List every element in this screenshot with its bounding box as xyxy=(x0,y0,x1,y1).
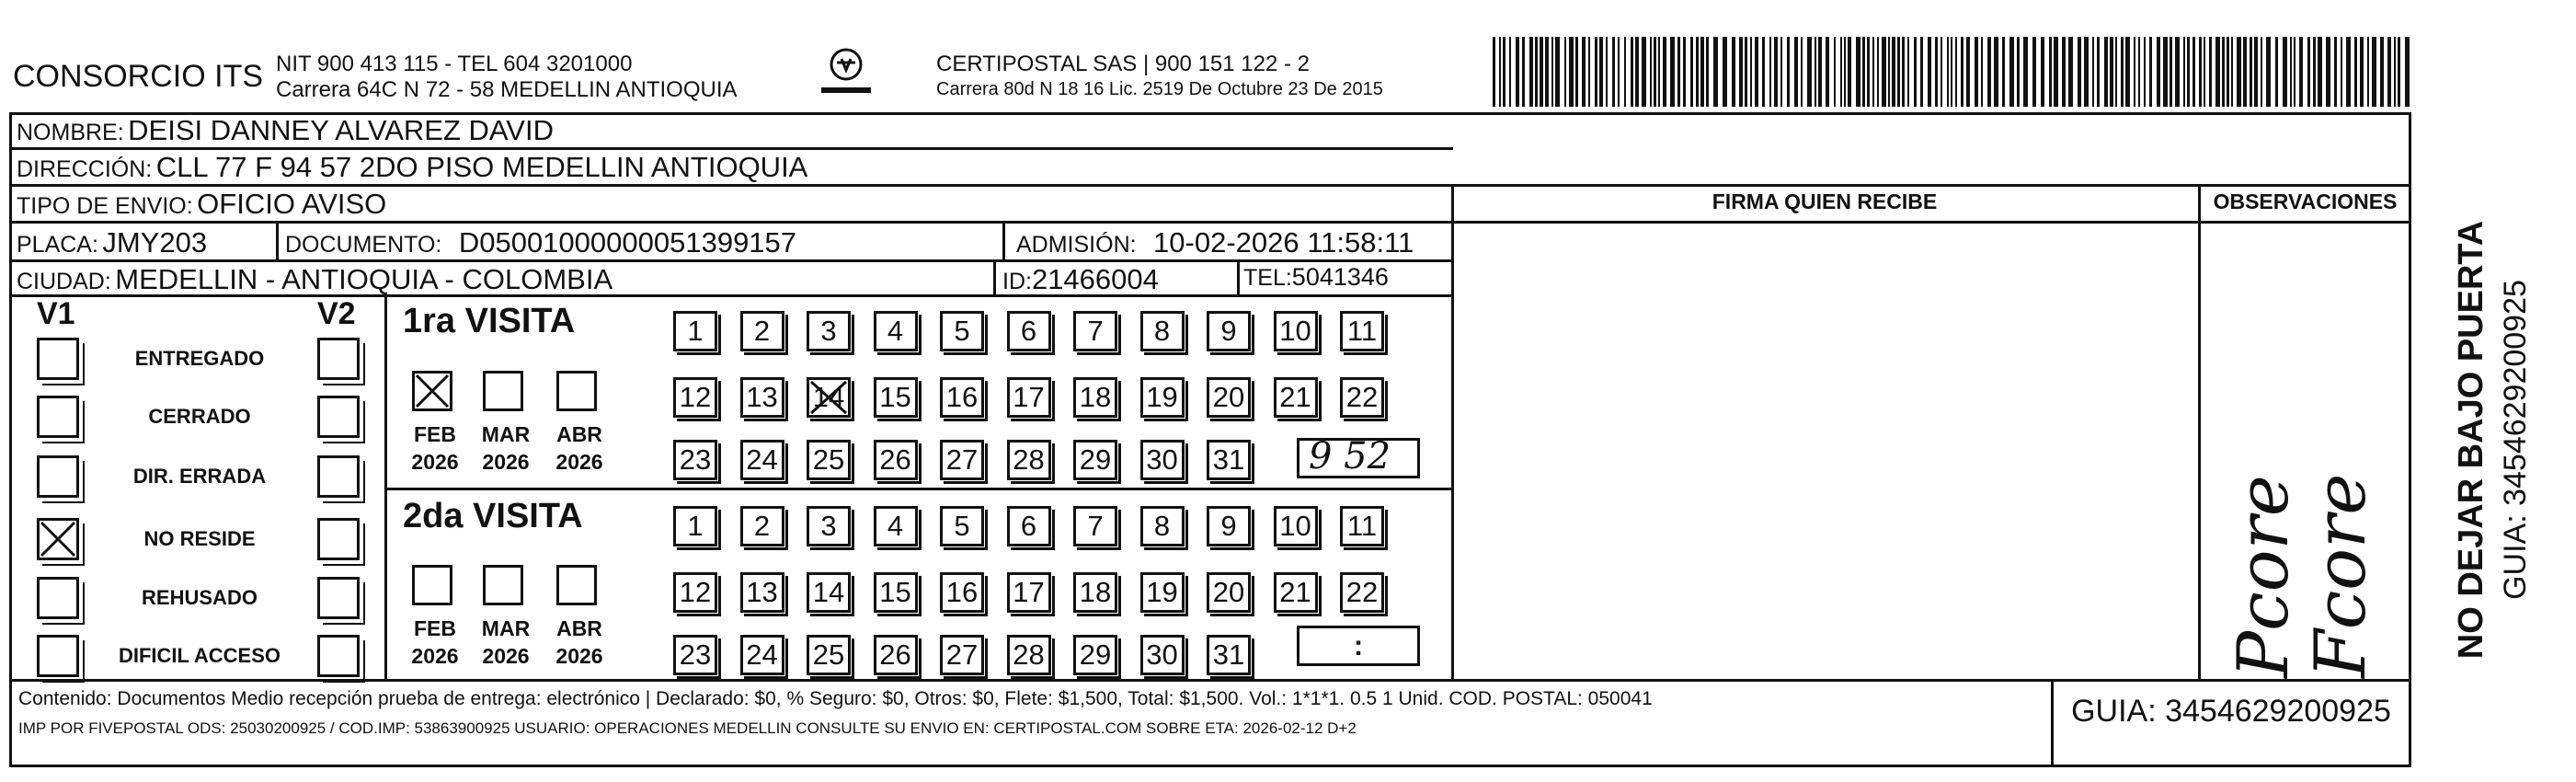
day-checkbox[interactable]: 12 xyxy=(673,572,717,613)
barcode-bar xyxy=(1606,37,1608,107)
day-checkbox[interactable]: 31 xyxy=(1207,635,1251,675)
month-label: ABR 2026 xyxy=(555,422,603,474)
barcode-bar xyxy=(1862,37,1865,107)
ciudad-row xyxy=(17,263,613,296)
barcode-bar xyxy=(1961,37,1963,107)
barcode-bar xyxy=(2115,37,2117,107)
barcode-bar xyxy=(1840,37,1842,107)
barcode-bar xyxy=(1780,37,1782,107)
certipostal-logo xyxy=(814,46,878,110)
barcode-bar xyxy=(2313,37,2316,107)
barcode-bar xyxy=(2341,37,2342,107)
firma-area[interactable] xyxy=(1456,224,2196,677)
certipostal-info-line1: CERTIPOSTAL SAS | 900 151 122 - 2 xyxy=(936,52,1310,76)
barcode-bar xyxy=(2054,37,2058,107)
ciudad-label: CIUDAD: xyxy=(17,269,111,294)
barcode-bar xyxy=(1914,37,1917,107)
day-checkbox[interactable]: 14 xyxy=(807,572,851,613)
direccion-label: DIRECCIÓN: xyxy=(17,156,153,182)
nombre-label: NOMBRE: xyxy=(17,120,124,145)
day-checkbox[interactable]: 17 xyxy=(1007,377,1051,418)
barcode-bar xyxy=(1690,37,1693,107)
day-checkbox[interactable]: 27 xyxy=(940,635,984,675)
id-value: 21466004 xyxy=(1031,263,1159,295)
barcode-bar xyxy=(2307,37,2310,107)
barcode-bar xyxy=(2002,37,2005,107)
day-checkbox[interactable]: 19 xyxy=(1140,572,1185,613)
month-checkbox[interactable] xyxy=(556,565,597,605)
barcode-bar xyxy=(2104,37,2108,107)
admision-row xyxy=(1016,226,1414,259)
barcode-bar xyxy=(1844,37,1846,107)
visit1-title: 1ra VISITA xyxy=(403,302,576,340)
tipo-envio-value: OFICIO AVISO xyxy=(197,188,387,220)
day-checkbox[interactable]: 30 xyxy=(1140,635,1185,675)
id-label: ID: xyxy=(1002,269,1032,294)
footer-imp: IMP POR FIVEPOSTAL ODS: 25030200925 / COD.IMP: 53863900925 USUARIO: OPERACIONES MEDELLIN CONSULTE SU ENVIO EN: CERTIPOSTAL.COM SOBRE ETA: 2026-02-12 D+2 xyxy=(18,719,1357,737)
barcode-bar xyxy=(2149,37,2152,107)
barcode-bar xyxy=(2275,37,2278,107)
id-row xyxy=(1002,263,1159,296)
barcode-bar xyxy=(2398,37,2400,107)
barcode-bar xyxy=(1739,37,1743,107)
barcode-bar xyxy=(1935,37,1938,107)
barcode-bar xyxy=(1654,37,1656,107)
barcode-bar xyxy=(2250,37,2252,107)
barcode-bar xyxy=(1815,37,1816,107)
month-label: FEB 2026 xyxy=(411,616,459,668)
visit1-time-handwritten: 9 52 xyxy=(1309,435,1391,477)
day-checkbox[interactable]: 25 xyxy=(807,635,851,675)
v1-label: V1 xyxy=(37,296,75,331)
barcode-bar xyxy=(1787,37,1790,107)
barcode-bar xyxy=(2243,37,2247,107)
barcode-bar xyxy=(1706,37,1709,107)
barcode-bar xyxy=(2372,37,2376,107)
barcode-bar xyxy=(1987,37,1991,107)
visit2-title: 2da VISITA xyxy=(403,497,583,535)
barcode-bar xyxy=(1920,37,1923,107)
barcode-bar xyxy=(2192,37,2195,107)
barcode-bar xyxy=(1834,37,1836,107)
day-checkbox[interactable]: 3 xyxy=(807,311,851,351)
tipo-envio-row xyxy=(17,188,386,221)
day-checkbox[interactable]: 18 xyxy=(1073,377,1117,418)
barcode-bar xyxy=(1612,37,1615,107)
day-checkbox[interactable]: 6 xyxy=(1007,311,1051,351)
day-checkbox[interactable]: 4 xyxy=(874,506,918,546)
day-checkbox[interactable]: 12 xyxy=(673,377,717,418)
barcode-bar xyxy=(1848,37,1851,107)
barcode-bar xyxy=(2405,37,2410,107)
barcode-bar xyxy=(1807,37,1812,107)
observaciones-header: OBSERVACIONES xyxy=(2213,190,2398,213)
day-checkbox[interactable]: 9 xyxy=(1207,506,1251,546)
day-checkbox[interactable]: 14 xyxy=(807,377,851,418)
barcode-bar xyxy=(1907,37,1909,107)
day-checkbox[interactable]: 24 xyxy=(740,635,784,675)
barcode-bar xyxy=(2138,37,2140,107)
firma-header: FIRMA QUIEN RECIBE xyxy=(1712,190,1938,213)
day-checkbox[interactable]: 6 xyxy=(1007,506,1051,546)
status-label: DIFICIL ACCESO xyxy=(118,644,280,667)
barcode-bar xyxy=(2097,37,2100,107)
company-name: CONSORCIO ITS xyxy=(13,59,264,94)
barcode-bar xyxy=(1947,37,1949,107)
v1-checkbox[interactable] xyxy=(37,577,79,619)
barcode-bar xyxy=(1642,37,1646,107)
day-checkbox[interactable]: 21 xyxy=(1274,377,1318,418)
barcode-bar xyxy=(1545,37,1549,107)
placa-value: JMY203 xyxy=(102,226,208,259)
barcode-bar xyxy=(2163,37,2168,107)
day-checkbox[interactable]: 31 xyxy=(1207,440,1251,480)
day-checkbox[interactable]: 18 xyxy=(1073,572,1117,613)
day-checkbox[interactable]: 4 xyxy=(874,311,918,351)
barcode-bar xyxy=(2062,37,2066,107)
barcode-bar xyxy=(2125,37,2130,107)
barcode-bar xyxy=(2209,37,2212,107)
barcode-bar xyxy=(2261,37,2262,107)
barcode-bar xyxy=(1928,37,1931,107)
barcode-bar xyxy=(2170,37,2172,107)
barcode-bar xyxy=(1955,37,1957,107)
barcode-bar xyxy=(1774,37,1778,107)
day-checkbox[interactable]: 29 xyxy=(1073,440,1117,480)
barcode-bar xyxy=(2204,37,2205,107)
barcode-bar xyxy=(2380,37,2384,107)
barcode-bar xyxy=(2157,37,2160,107)
barcode-bar xyxy=(2290,37,2292,107)
barcode-bar xyxy=(2199,37,2202,107)
barcode-bar xyxy=(2084,37,2089,107)
barcode-bar xyxy=(1582,37,1586,107)
barcode-bar xyxy=(1658,37,1660,107)
barcode xyxy=(1493,37,2412,107)
admision-label: ADMISIÓN: xyxy=(1016,232,1137,258)
barcode-bar xyxy=(1564,37,1566,107)
barcode-bar xyxy=(1663,37,1666,107)
admision-value: 10-02-2026 11:58:11 xyxy=(1153,226,1414,259)
day-checkbox[interactable]: 10 xyxy=(1274,311,1318,351)
barcode-bar xyxy=(2144,37,2146,107)
barcode-bar xyxy=(1888,37,1890,107)
day-checkbox[interactable]: 1 xyxy=(673,506,717,546)
day-checkbox[interactable]: 27 xyxy=(940,440,984,480)
month-checkbox[interactable] xyxy=(412,371,452,411)
day-checkbox[interactable]: 5 xyxy=(940,506,984,546)
barcode-bar xyxy=(1769,37,1771,107)
barcode-bar xyxy=(2215,37,2220,107)
day-checkbox[interactable]: 15 xyxy=(874,572,918,613)
barcode-bar xyxy=(1872,37,1874,107)
barcode-bar xyxy=(1794,37,1798,107)
barcode-bar xyxy=(2387,37,2391,107)
day-checkbox[interactable]: 8 xyxy=(1140,506,1185,546)
barcode-bar xyxy=(1595,37,1597,107)
barcode-bar xyxy=(2227,37,2229,107)
v2-label: V2 xyxy=(317,296,356,331)
status-label: DIR. ERRADA xyxy=(132,465,267,488)
v1-checkbox[interactable] xyxy=(37,396,79,438)
v2-checkbox[interactable] xyxy=(317,518,360,560)
day-checkbox[interactable]: 23 xyxy=(673,440,717,480)
v2-checkbox[interactable] xyxy=(317,338,360,380)
barcode-bar xyxy=(1745,37,1747,107)
documento-value: D05001000000051399157 xyxy=(458,226,797,259)
day-checkbox[interactable]: 25 xyxy=(807,440,851,480)
company-info-line1: NIT 900 413 115 - TEL 604 3201000 xyxy=(276,52,633,76)
barcode-bar xyxy=(2266,37,2271,107)
side-guia: GUIA: 3454629200925 xyxy=(2498,280,2533,600)
month-checkbox[interactable] xyxy=(483,565,523,605)
observaciones-area[interactable] xyxy=(2201,224,2408,677)
barcode-bar xyxy=(1540,37,1543,107)
status-label: NO RESIDE xyxy=(143,527,256,550)
day-checkbox[interactable]: 28 xyxy=(1007,635,1051,675)
barcode-bar xyxy=(1503,37,1506,107)
tel-label: TEL: xyxy=(1243,265,1292,291)
barcode-bar xyxy=(1713,37,1718,107)
barcode-bar xyxy=(2367,37,2369,107)
barcode-bar xyxy=(2231,37,2233,107)
barcode-bar xyxy=(2326,37,2330,107)
barcode-bar xyxy=(1499,37,1501,107)
barcode-bar xyxy=(2032,37,2036,107)
barcode-bar xyxy=(1624,37,1626,107)
barcode-bar xyxy=(2334,37,2337,107)
barcode-bar xyxy=(1723,37,1727,107)
side-warning: NO DEJAR BAJO PUERTA xyxy=(2452,220,2490,660)
barcode-bar xyxy=(1867,37,1870,107)
status-label: ENTREGADO xyxy=(134,347,265,370)
barcode-bar xyxy=(1902,37,1905,107)
month-label: MAR 2026 xyxy=(481,422,531,474)
day-checkbox[interactable]: 17 xyxy=(1007,572,1051,613)
day-checkbox[interactable]: 7 xyxy=(1073,311,1117,351)
nombre-value: DEISI DANNEY ALVAREZ DAVID xyxy=(128,114,554,146)
v2-checkbox[interactable] xyxy=(317,396,360,438)
status-label: CERRADO xyxy=(148,405,251,428)
month-checkbox[interactable] xyxy=(556,371,597,411)
barcode-bar xyxy=(1493,37,1495,107)
nombre-row xyxy=(17,114,554,147)
tipo-envio-label: TIPO DE ENVIO: xyxy=(17,193,193,219)
day-checkbox[interactable]: 11 xyxy=(1340,311,1384,351)
barcode-bar xyxy=(1818,37,1822,107)
direccion-value: CLL 77 F 94 57 2DO PISO MEDELLIN ANTIOQUIA xyxy=(155,151,808,183)
placa-label: PLACA: xyxy=(17,232,98,258)
day-checkbox[interactable]: 24 xyxy=(740,440,784,480)
barcode-bar xyxy=(1551,37,1553,107)
barcode-bar xyxy=(2078,37,2081,107)
day-checkbox[interactable]: 8 xyxy=(1140,311,1185,351)
barcode-bar xyxy=(1856,37,1860,107)
status-label: REHUSADO xyxy=(142,586,258,609)
footer-contenido: Contenido: Documentos Medio recepción prueba de entrega: electrónico | Declarado: $0, % Seguro: $0, Otros: $0, Flete: $1,500, Total: $1,500. Vol.: 1*1*1. 0.5 1 Unid. COD. POSTAL: 050041 xyxy=(18,688,1653,709)
documento-row xyxy=(285,226,796,259)
direccion-row xyxy=(17,151,807,184)
v1-checkbox[interactable] xyxy=(37,635,79,677)
tel-value: 5041346 xyxy=(1291,263,1389,291)
barcode-bar xyxy=(2175,37,2180,107)
day-checkbox[interactable]: 23 xyxy=(673,635,717,675)
barcode-bar xyxy=(1892,37,1895,107)
barcode-bar xyxy=(1941,37,1942,107)
barcode-bar xyxy=(2394,37,2396,107)
barcode-bar xyxy=(1635,37,1639,107)
day-checkbox[interactable]: 10 xyxy=(1274,506,1318,546)
barcode-bar xyxy=(1509,37,1511,107)
day-checkbox[interactable]: 26 xyxy=(874,635,918,675)
day-checkbox[interactable]: 26 xyxy=(874,440,918,480)
day-checkbox[interactable]: 19 xyxy=(1140,377,1185,418)
barcode-bar xyxy=(1696,37,1699,107)
barcode-bar xyxy=(1700,37,1704,107)
barcode-bar xyxy=(1516,37,1519,107)
barcode-bar xyxy=(1882,37,1886,107)
barcode-bar xyxy=(2068,37,2073,107)
v2-checkbox[interactable] xyxy=(317,455,360,498)
barcode-bar xyxy=(2354,37,2357,107)
day-checkbox[interactable]: 22 xyxy=(1340,377,1384,418)
visit2-time-box[interactable] xyxy=(1297,626,1420,666)
barcode-bar xyxy=(2183,37,2185,107)
v2-checkbox[interactable] xyxy=(317,577,360,619)
day-checkbox[interactable]: 16 xyxy=(940,377,984,418)
v1-checkbox[interactable] xyxy=(37,518,79,560)
barcode-bar xyxy=(2254,37,2258,107)
barcode-bar xyxy=(2092,37,2094,107)
barcode-bar xyxy=(2134,37,2135,107)
barcode-bar xyxy=(1618,37,1620,107)
barcode-bar xyxy=(1981,37,1983,107)
barcode-bar xyxy=(1966,37,1970,107)
barcode-bar xyxy=(1683,37,1686,107)
month-label: ABR 2026 xyxy=(555,616,603,668)
month-label: FEB 2026 xyxy=(411,422,459,474)
day-checkbox[interactable]: 11 xyxy=(1340,506,1384,546)
barcode-bar xyxy=(1732,37,1735,107)
placa-row xyxy=(17,226,207,259)
barcode-bar xyxy=(1762,37,1765,107)
barcode-bar xyxy=(2360,37,2364,107)
barcode-bar xyxy=(1569,37,1574,107)
v2-checkbox[interactable] xyxy=(317,635,360,677)
barcode-bar xyxy=(2346,37,2351,107)
barcode-bar xyxy=(1670,37,1675,107)
barcode-bar xyxy=(1975,37,1978,107)
day-checkbox[interactable]: 2 xyxy=(740,311,784,351)
barcode-bar xyxy=(1575,37,1578,107)
barcode-bar xyxy=(1755,37,1758,107)
barcode-bar xyxy=(1529,37,1533,107)
barcode-bar xyxy=(2299,37,2303,107)
barcode-bar xyxy=(1877,37,1879,107)
barcode-bar xyxy=(1801,37,1803,107)
day-checkbox[interactable]: 28 xyxy=(1007,440,1051,480)
barcode-bar xyxy=(1535,37,1538,107)
visit2-time-colon: : xyxy=(1353,629,1364,661)
visit1-time-box[interactable] xyxy=(1297,435,1420,478)
v1-checkbox[interactable] xyxy=(37,338,79,380)
barcode-bar xyxy=(2023,37,2028,107)
day-checkbox[interactable]: 7 xyxy=(1073,506,1117,546)
v1-checkbox[interactable] xyxy=(37,455,79,498)
barcode-bar xyxy=(1897,37,1900,107)
barcode-bar xyxy=(1599,37,1603,107)
barcode-bar xyxy=(2041,37,2044,107)
day-checkbox[interactable]: 15 xyxy=(874,377,918,418)
barcode-bar xyxy=(2017,37,2020,107)
month-checkbox[interactable] xyxy=(412,565,452,605)
day-checkbox[interactable]: 2 xyxy=(740,506,784,546)
barcode-bar xyxy=(2110,37,2113,107)
day-checkbox[interactable]: 1 xyxy=(673,311,717,351)
barcode-bar xyxy=(1522,37,1525,107)
barcode-bar xyxy=(1650,37,1652,107)
certipostal-info-line2: Carrera 80d N 18 16 Lic. 2519 De Octubre 23 De 2015 xyxy=(936,79,1383,99)
barcode-bar xyxy=(1750,37,1752,107)
day-checkbox[interactable]: 22 xyxy=(1340,572,1384,613)
documento-label: DOCUMENTO: xyxy=(285,232,442,258)
barcode-bar xyxy=(1588,37,1590,107)
barcode-bar xyxy=(2318,37,2322,107)
barcode-bar xyxy=(1677,37,1680,107)
month-checkbox[interactable] xyxy=(483,371,523,411)
day-checkbox[interactable]: 29 xyxy=(1073,635,1117,675)
day-checkbox[interactable]: 16 xyxy=(940,572,984,613)
tel-row xyxy=(1243,263,1389,292)
day-checkbox[interactable]: 13 xyxy=(740,377,784,418)
barcode-bar xyxy=(2187,37,2190,107)
barcode-bar xyxy=(1826,37,1829,107)
day-checkbox[interactable]: 5 xyxy=(940,311,984,351)
barcode-bar xyxy=(2049,37,2052,107)
day-checkbox[interactable]: 30 xyxy=(1140,440,1185,480)
barcode-bar xyxy=(1631,37,1633,107)
month-label: MAR 2026 xyxy=(481,616,531,668)
barcode-bar xyxy=(2283,37,2287,107)
barcode-bar xyxy=(2294,37,2296,107)
day-checkbox[interactable]: 20 xyxy=(1207,377,1251,418)
barcode-bar xyxy=(1994,37,1998,107)
day-checkbox[interactable]: 21 xyxy=(1274,572,1318,613)
ciudad-value: MEDELLIN - ANTIOQUIA - COLOMBIA xyxy=(115,263,613,295)
barcode-bar xyxy=(1555,37,1560,107)
company-info-line2: Carrera 64C N 72 - 58 MEDELLIN ANTIOQUIA xyxy=(276,77,738,102)
footer-guia: GUIA: 3454629200925 xyxy=(2071,694,2391,729)
side-text xyxy=(2411,112,2533,767)
day-checkbox[interactable]: 3 xyxy=(807,506,851,546)
day-checkbox[interactable]: 13 xyxy=(740,572,784,613)
barcode-bar xyxy=(2121,37,2124,107)
barcode-bar xyxy=(2222,37,2225,107)
day-checkbox[interactable]: 20 xyxy=(1207,572,1251,613)
barcode-bar xyxy=(2237,37,2241,107)
observacion-handwriting: Pcore Fcore xyxy=(2222,473,2381,678)
barcode-bar xyxy=(2009,37,2014,107)
day-checkbox[interactable]: 9 xyxy=(1207,311,1251,351)
barcode-bar xyxy=(1951,37,1952,107)
